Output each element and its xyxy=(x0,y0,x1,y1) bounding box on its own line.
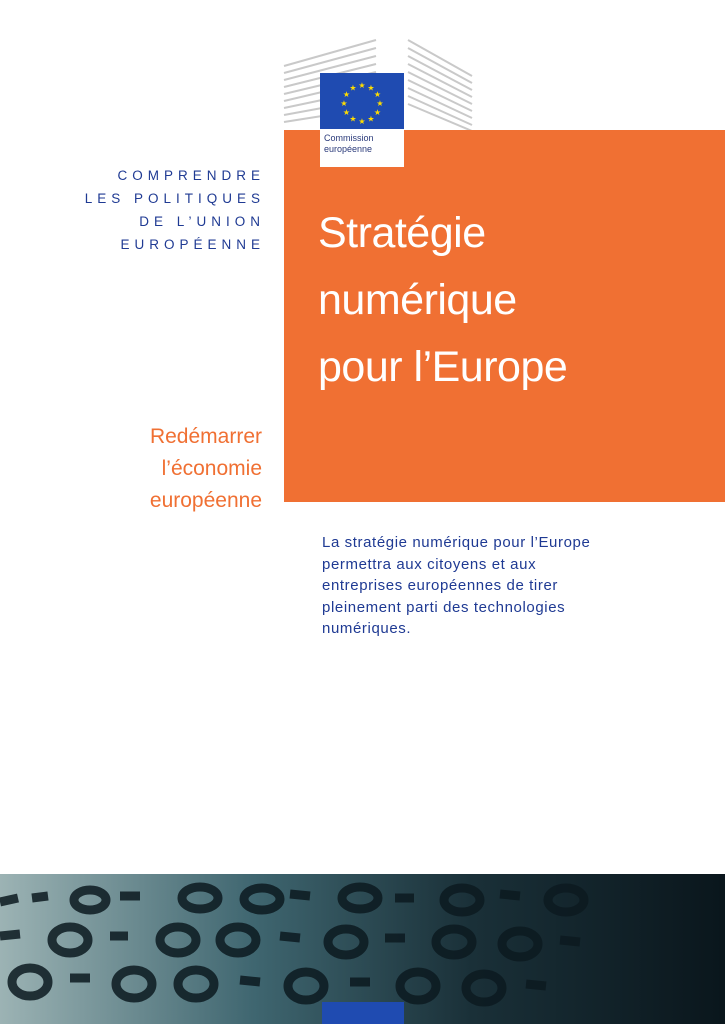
page-title: Stratégie numérique pour l’Europe xyxy=(318,209,568,391)
series-title: COMPRENDRE LES POLITIQUES DE L’UNION EUROPÉENNE xyxy=(84,168,265,252)
svg-text:★: ★ xyxy=(342,108,351,117)
commission-logo xyxy=(320,73,404,167)
eu-flag-icon xyxy=(320,73,404,129)
svg-text:★: ★ xyxy=(358,117,366,126)
svg-text:★: ★ xyxy=(340,99,348,108)
svg-text:★: ★ xyxy=(373,90,382,99)
svg-text:★: ★ xyxy=(342,90,351,99)
svg-text:★: ★ xyxy=(349,83,357,93)
svg-text:★: ★ xyxy=(373,108,382,117)
organization-name: Commission européenne xyxy=(324,133,374,154)
brand-bar xyxy=(322,1002,404,1024)
svg-text:★: ★ xyxy=(367,83,375,93)
subtitle: Redémarrer l’économie européenne xyxy=(149,425,262,512)
svg-text:★: ★ xyxy=(349,114,357,124)
svg-text:★: ★ xyxy=(358,81,366,90)
summary-text: La stratégie numérique pour l’Europe permettra aux citoyens et aux entreprises européennes de tirer pleinement parti des technologies numériques. xyxy=(322,534,591,637)
svg-text:★: ★ xyxy=(376,99,384,108)
svg-text:★: ★ xyxy=(367,114,375,124)
